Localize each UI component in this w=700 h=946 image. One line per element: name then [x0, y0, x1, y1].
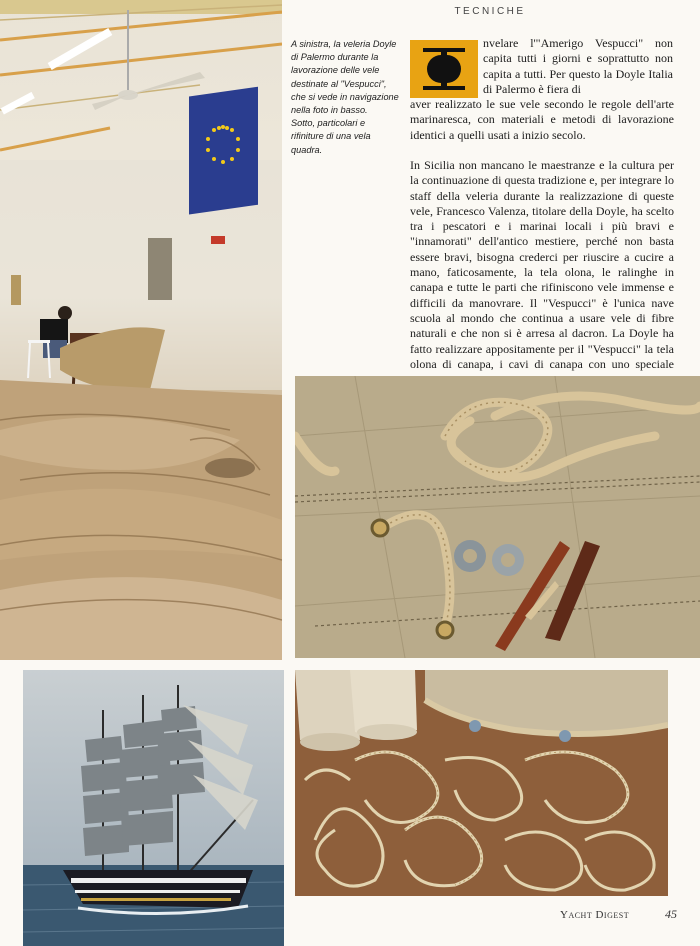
article-text-2: aver realizzato le sue vele secondo le regole dell'arte marinaresca, con materiali e metodi di lavorazione identici a quelli usati a inizio secolo. — [410, 97, 674, 142]
rope-lines-photo — [295, 670, 668, 896]
drop-cap-logo — [410, 40, 478, 98]
caption-main: A sinistra, la veleria Doyle di Palermo durante la lavorazione delle vele destinate al "Vespucci", che si vede in navigazione nella foto in basso. — [291, 39, 399, 116]
article-text-3: In Sicilia non mancano le maestranze e la cultura per la continuazione di questa tradizione e, per integrare lo staff della veleria durante la realizzazione di queste vele, Francesco Valenza, titolare della Doyle, ha scelto tra i pescatori e i marinai locali i più bravi e "innamorati" dell'antico mestiere, perché non basta essere bravi, bisogna crederci per riuscire a cucire a mano, faticosamente, la tela olona, le ralinghe in canapa e tutte le parti che rifiniscono vele immense e difficili da manovrare. Il "Vespucci" è l'unica nave scuola al mondo che continua a usare vele di fibre naturali e che non si è arresa al dacron. La Doyle ha fatto realizzare appositamente per il "Vespucci" la tela olona di canapa, i cavi di canapa con uno speciale — [410, 158, 674, 371]
sail-loft-photo — [0, 0, 282, 660]
article-paragraph-intro — [483, 36, 673, 97]
page-number: 45 — [665, 907, 677, 921]
photo-caption — [291, 38, 399, 157]
caption-detail: Sotto, particolari e rifiniture di una vela quadra. — [291, 118, 371, 155]
article-paragraph-main — [410, 158, 674, 387]
article-text-1: nvelare l'"Amerigo Vespucci" non capita tutti i giorni e soprattutto non capita a tutti. Per questo la Doyle Italia di Palermo è fiera di — [483, 36, 673, 96]
section-header: TECNICHE — [454, 6, 526, 17]
amerigo-vespucci-ship-photo — [23, 670, 284, 946]
magazine-name: Yacht Digest — [560, 909, 630, 921]
sail-detail-photo — [295, 376, 700, 658]
article-paragraph-continuation — [410, 97, 674, 143]
